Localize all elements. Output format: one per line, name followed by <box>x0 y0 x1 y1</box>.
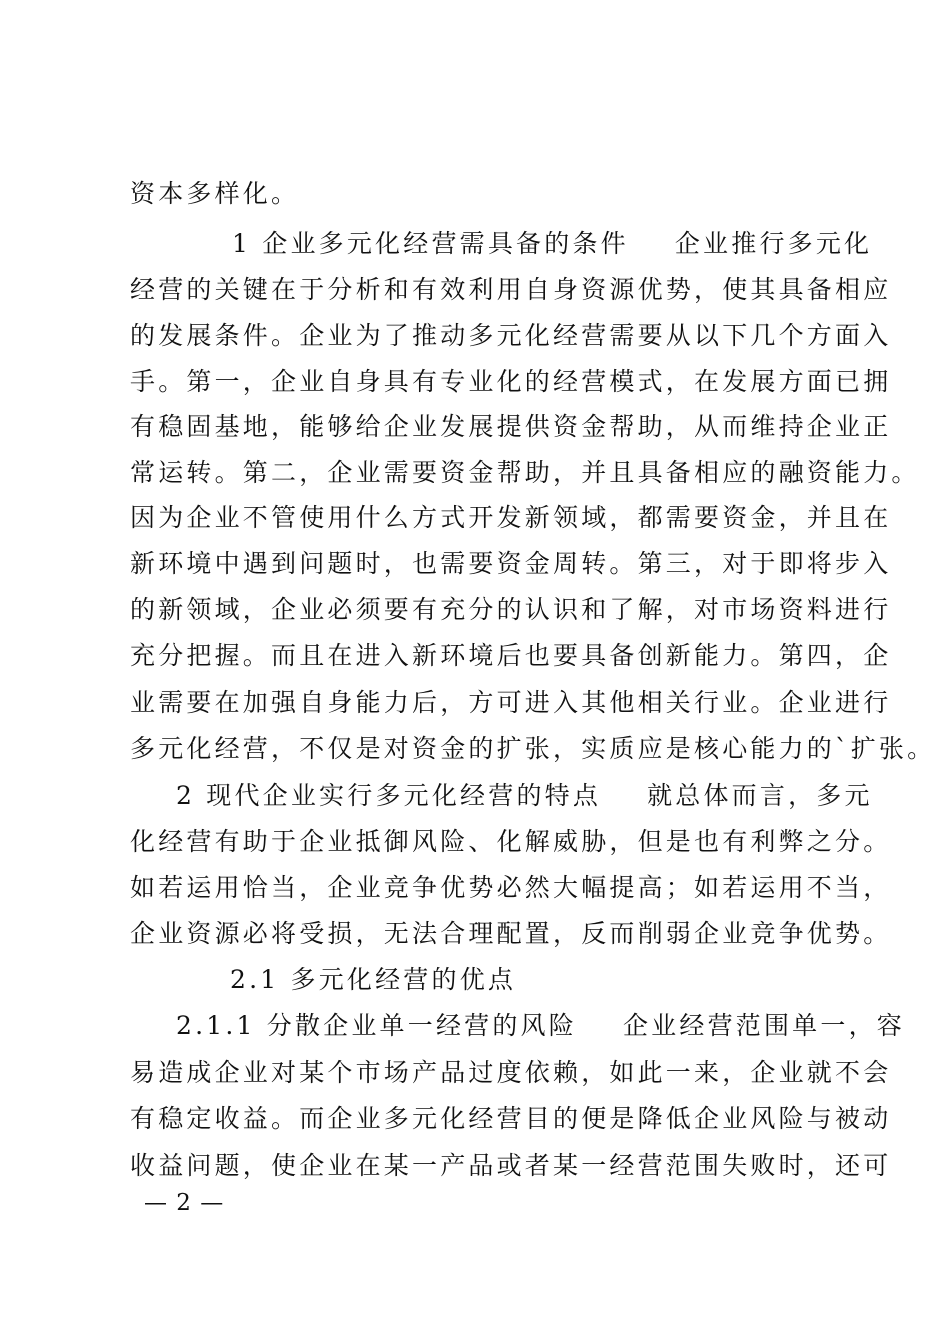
text-line: 多元化经营，不仅是对资金的扩张，实质应是核心能力的`扩张。 <box>130 734 936 763</box>
page-number: — 2 — <box>144 1190 225 1216</box>
text-line: 手。第一，企业自身具有专业化的经营模式，在发展方面已拥 <box>130 367 892 396</box>
text-line: 常运转。第二，企业需要资金帮助，并且具备相应的融资能力。 <box>130 458 920 487</box>
text-line: 如若运用恰当，企业竞争优势必然大幅提高；如若运用不当， <box>130 873 892 902</box>
text-line: 的新领域，企业必须要有充分的认识和了解，对市场资料进行 <box>130 595 892 624</box>
subsection-heading: 2.1 多元化经营的优点 <box>230 965 517 994</box>
section-heading-line <box>232 226 872 262</box>
section-heading: 2 现代企业实行多元化经营的特点 <box>176 781 602 810</box>
section-heading: 1 企业多元化经营需具备的条件 <box>232 229 629 258</box>
text-line: 企业资源必将受损，无法合理配置，反而削弱企业竞争优势。 <box>130 919 892 948</box>
text-line: 有稳固基地，能够给企业发展提供资金帮助，从而维持企业正 <box>130 412 892 441</box>
text-line: 新环境中遇到问题时，也需要资金周转。第三，对于即将步入 <box>130 549 892 578</box>
text-line: 的发展条件。企业为了推动多元化经营需要从以下几个方面入 <box>130 321 892 350</box>
section-lead-text: 企业经营范围单一，容 <box>622 1011 905 1040</box>
text-line: 易造成企业对某个市场产品过度依赖，如此一来，企业就不会 <box>130 1058 892 1087</box>
text-line: 收益问题，使企业在某一产品或者某一经营范围失败时，还可 <box>130 1151 892 1180</box>
section-heading: 2.1.1 分散企业单一经营的风险 <box>176 1011 577 1040</box>
text-line: 经营的关键在于分析和有效利用自身资源优势，使其具备相应 <box>130 275 892 304</box>
section-lead-text: 企业推行多元化 <box>674 229 873 258</box>
text-line: 有稳定收益。而企业多元化经营目的便是降低企业风险与被动 <box>130 1104 892 1133</box>
text-line: 充分把握。而且在进入新环境后也要具备创新能力。第四，企 <box>130 641 892 670</box>
section-heading-line <box>176 1008 905 1044</box>
section-lead-text: 就总体而言，多元 <box>647 781 873 810</box>
text-line: 资本多样化。 <box>130 179 300 208</box>
section-heading-line <box>176 778 873 814</box>
text-line: 业需要在加强自身能力后，方可进入其他相关行业。企业进行 <box>130 688 892 717</box>
text-line: 化经营有助于企业抵御风险、化解威胁，但是也有利弊之分。 <box>130 827 892 856</box>
text-line: 因为企业不管使用什么方式开发新领域，都需要资金，并且在 <box>130 503 892 532</box>
